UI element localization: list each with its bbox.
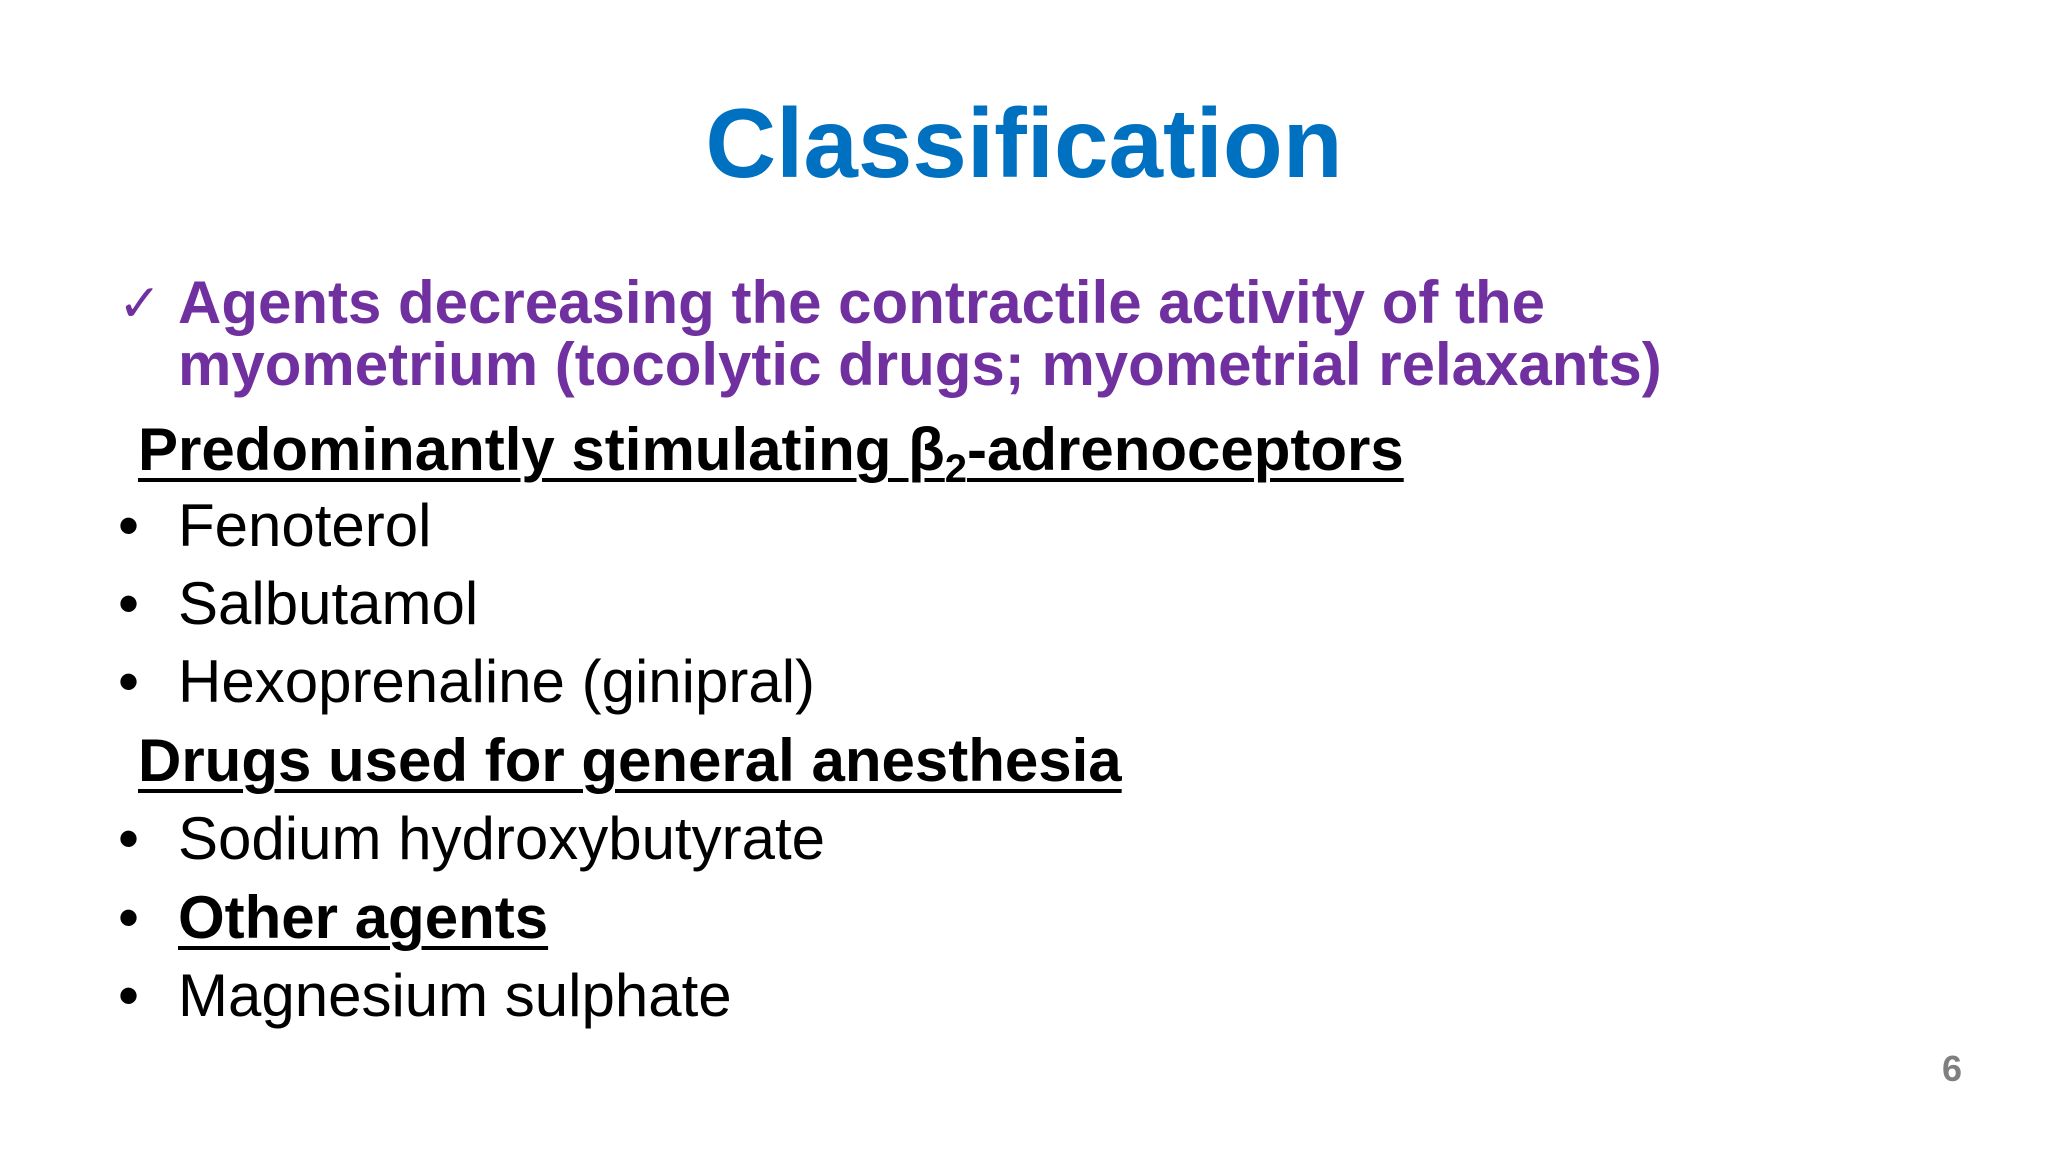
bullet-icon: • — [118, 884, 140, 951]
checked-item-line-1: Agents decreasing the contractile activity of the — [178, 269, 1546, 336]
bullet-icon: • — [118, 648, 140, 715]
section-heading-beta2-subscript: 2 — [944, 447, 967, 491]
section-heading-beta2-main: Predominantly stimulating β — [138, 416, 945, 483]
bullet-icon: • — [118, 492, 140, 559]
bullet-icon: • — [118, 962, 140, 1029]
section-heading-anesthesia: Drugs used for general anesthesia — [138, 727, 1122, 794]
list-item-text: Magnesium sulphate — [178, 962, 732, 1029]
slide-title: Classification — [705, 88, 1343, 198]
checked-item-text — [178, 269, 1918, 398]
bullet-icon: • — [118, 570, 140, 637]
section-heading-other: Other agents — [178, 884, 549, 951]
list-item-text: Hexoprenaline (ginipral) — [178, 648, 816, 715]
checked-item — [118, 269, 1918, 398]
list-item-text: Salbutamol — [178, 570, 479, 637]
section-heading-beta2-rest: -adrenoceptors — [966, 416, 1404, 483]
list-item-text: Sodium hydroxybutyrate — [178, 805, 825, 872]
bullet-icon: • — [118, 805, 140, 872]
checked-item-line-2: myometrium (tocolytic drugs; myometrial relaxants) — [178, 331, 1662, 398]
list-item-text: Fenoterol — [178, 492, 432, 559]
page-number: 6 — [1941, 1048, 1962, 1089]
section-heading-beta2 — [138, 415, 1404, 491]
checkmark-icon: ✓ — [118, 274, 162, 334]
